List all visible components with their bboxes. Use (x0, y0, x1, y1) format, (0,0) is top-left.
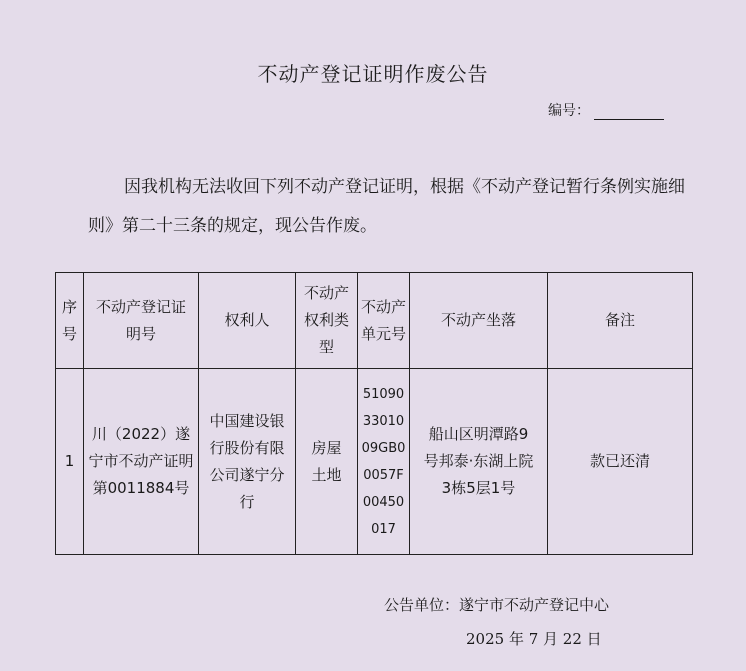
header-holder: 权利人 (199, 273, 296, 369)
issue-date: 2025 年 7 月 22 日 (466, 630, 602, 648)
header-cert-no: 不动产登记证明号 (84, 273, 199, 369)
announcement-paragraph (88, 168, 688, 246)
announcement-text: 因我机构无法收回下列不动产登记证明，根据《不动产登记暂行条例实施细则》第二十三条的规定，现公告作废。 (88, 177, 685, 236)
cell-right-type: 房屋土地 (296, 369, 358, 555)
cell-remark: 款已还清 (548, 369, 693, 555)
header-unit-no: 不动产单元号 (358, 273, 410, 369)
header-right-type: 不动产权利类型 (296, 273, 358, 369)
issuing-unit: 公告单位：遂宁市不动产登记中心 (384, 596, 610, 614)
cell-cert-no: 川（2022）遂宁市不动产证明第0011884号 (84, 369, 199, 555)
number-blank-line (594, 105, 664, 120)
cell-holder: 中国建设银行股份有限公司遂宁分行 (199, 369, 296, 555)
header-remark: 备注 (548, 273, 693, 369)
table-header-row (56, 273, 693, 369)
header-location: 不动产坐落 (410, 273, 548, 369)
cell-unit-no: 510903301009GB00057F00450017 (358, 369, 410, 555)
cell-seq: 1 (56, 369, 84, 555)
header-seq: 序号 (56, 273, 84, 369)
number-label: 编号： (548, 103, 590, 119)
cell-location: 船山区明潭路9号邦泰·东湖上院3栋5层1号 (410, 369, 548, 555)
table-row (56, 369, 693, 555)
number-field (548, 100, 664, 120)
certificate-table (55, 272, 693, 555)
document-title: 不动产登记证明作废公告 (257, 62, 489, 86)
